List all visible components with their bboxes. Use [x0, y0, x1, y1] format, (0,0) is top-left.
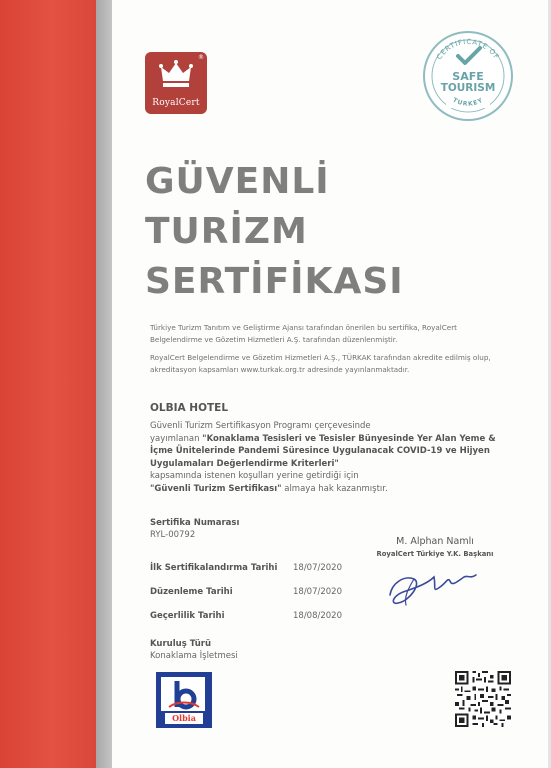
intro-paragraph-1: Türkiye Turizm Tanıtım ve Geliştirme Ajansı tarafından önerilen bu sertifika, RoyalCert Belgelendirme ve Gözetim Hizmetleri A.Ş. tarafından düzenlenmiştir.: [150, 323, 457, 344]
title-line-3: SERTİFİKASI: [145, 261, 404, 302]
criteria-title: "Konaklama Tesisleri ve Tesisler Bünyesinde Yer Alan Yeme & İçme Ünitelerinde Pandemi Süresince Uygulanacak COVID-19 ve Hijyen Uygulamaları Değerlendirme Kriterleri": [150, 433, 496, 469]
validity-date-value: 18/08/2020: [293, 611, 342, 621]
statement-end: almaya hak kazanmıştır.: [281, 483, 388, 494]
statement-lead: Güvenli Turizm Sertifikasyon Programı çerçevesinde: [150, 421, 371, 431]
royalcert-logo: [145, 52, 207, 114]
badge-arc-bottom-text: TURKEY: [451, 96, 485, 108]
handwritten-signature: [384, 565, 484, 609]
issue-date-value: 18/07/2020: [293, 587, 342, 597]
safe-tourism-badge: [422, 30, 514, 122]
crown-icon: [159, 59, 193, 89]
certificate-number-value: RYL-00792: [150, 530, 196, 540]
first-certification-date-value: 18/07/2020: [293, 563, 342, 573]
badge-tourism-text: TOURISM: [440, 82, 496, 94]
registered-mark: ®: [198, 54, 204, 61]
red-side-stripe: [0, 0, 96, 768]
certification-statement: [150, 420, 510, 495]
certificate-name: "Güvenli Turizm Sertifikası": [150, 483, 282, 494]
certificate-number-label: Sertifika Numarası: [150, 518, 240, 528]
olbia-wordmark: Olbia: [172, 713, 196, 723]
validity-date-label: Geçerlilik Tarihi: [150, 611, 225, 621]
olbia-logo: [156, 672, 212, 728]
signatory-block: [370, 536, 500, 558]
qr-code: [455, 671, 511, 727]
title-line-2: TURİZM: [145, 211, 308, 252]
establishment-type-value: Konaklama İşletmesi: [150, 651, 238, 661]
statement-pre: yayımlanan: [150, 433, 203, 444]
issue-date-label: Düzenleme Tarihi: [150, 587, 233, 597]
grey-side-stripe: [96, 0, 112, 768]
first-certification-date-label: İlk Sertifikalandırma Tarihi: [150, 563, 278, 573]
signatory-name: M. Alphan Namlı: [396, 536, 474, 547]
statement-mid: kapsamında istenen koşulları yerine getirdiği için: [150, 471, 359, 481]
signatory-role: RoyalCert Türkiye Y.K. Başkanı: [376, 550, 494, 558]
royalcert-wordmark: RoyalCert: [152, 98, 200, 108]
establishment-type-label: Kuruluş Türü: [150, 639, 211, 649]
hotel-name: OLBIA HOTEL: [150, 402, 229, 414]
badge-safe-text: SAFE: [452, 70, 484, 83]
badge-arc-top-text: CERTIFICATE OF: [435, 37, 501, 62]
title-line-1: GÜVENLİ: [145, 161, 330, 202]
intro-paragraph-2: RoyalCert Belgelendirme ve Gözetim Hizmetleri A.Ş., TÜRKAK tarafından akredite edilmiş olup, akreditasyon kapsamları www.turkak.org.tr adresinde yayınlanmaktadır.: [150, 353, 491, 374]
